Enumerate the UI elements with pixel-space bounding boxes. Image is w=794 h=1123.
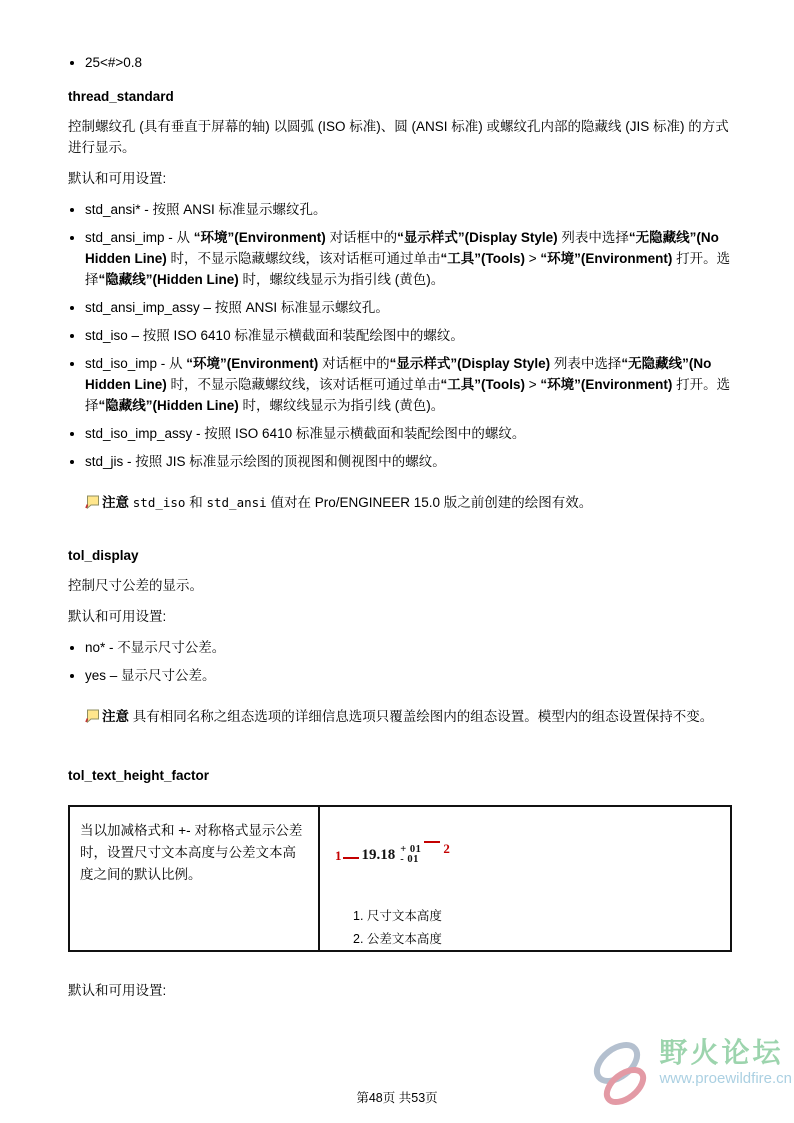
note-block [85,492,736,515]
tolerance-lower: - 01 [400,854,419,865]
tol-table [68,805,732,952]
watermark-text [659,1036,792,1088]
dimension-value: 19.18 [361,847,396,863]
table-cell-description: 当以加减格式和 +- 对称格式显示公差时，设置尺寸文本高度与公差文本高度之间的默认比例。 [70,807,320,950]
figure-callout-2: 2 [443,840,450,856]
note-label: 注意 [102,495,129,510]
list-item: • std_ansi* - 按照 ANSI 标准显示螺纹孔。 [85,199,736,220]
options-list-thread-standard [68,199,736,472]
note-label: 注意 [102,709,129,724]
figure-callout-1: 1 [335,847,342,863]
section-description: 控制螺纹孔 (具有垂直于屏幕的轴) 以圆弧 (ISO 标准)、圆 (ANSI 标准) 或螺纹孔内部的隐藏线 (JIS 标准) 的方式进行显示。 [68,119,729,155]
list-item: • std_jis - 按照 JIS 标准显示绘图的顶视图和侧视图中的螺纹。 [85,451,736,472]
list-item: • std_iso – 按照 ISO 6410 标准显示横截面和装配绘图中的螺纹。 [85,325,736,346]
page-number: 第48页 共53页 [356,1091,438,1105]
callout-bracket-icon [424,841,440,855]
list-item: • std_ansi_imp - 从 “环境”(Environment) 对话框中的“显示样式”(Display Style) 列表中选择“无隐藏线”(No Hidden Line) 时，不显示隐藏螺纹线，该对话框可通过单击“工具”(Tools) > “环境”(Environment) 打开。选择“隐藏线”(Hidden Line) 时，螺纹线显示为指引线 (黄色)。 [85,227,736,290]
watermark-url: www.proewildfire.cn [659,1070,792,1087]
note-icon [85,494,100,515]
options-list-tol-display [68,637,736,686]
list-item: • yes – 显示尺寸公差。 [85,665,736,686]
wildfire-logo-icon [587,1036,657,1118]
watermark [587,1036,792,1118]
list-item: • std_iso_imp_assy - 按照 ISO 6410 标准显示横截面和装配绘图中的螺纹。 [85,423,736,444]
note-block [85,706,736,729]
note-text: 具有相同名称之组态选项的详细信息选项只覆盖绘图内的组态设置。模型内的组态设置保持不变。 [129,709,714,724]
tolerance-dimension-figure [335,840,730,865]
tolerance-upper: + 01 [400,844,422,855]
section-heading-tol-text-height-factor: tol_text_height_factor [68,768,210,783]
list-item: • std_iso_imp - 从 “环境”(Environment) 对话框中的“显示样式”(Display Style) 列表中选择“无隐藏线”(No Hidden Line) 时，不显示隐藏螺纹线，该对话框可通过单击“工具”(Tools) > “环境”(Environment) 打开。选择“隐藏线”(Hidden Line) 时，螺纹线显示为指引线 (黄色)。 [85,353,736,416]
section-heading-thread-standard: thread_standard [68,89,174,104]
note-text: std_iso 和 std_ansi 值对在 Pro/ENGINEER 15.0 版之前创建的绘图有效。 [132,495,593,510]
list-item: • std_ansi_imp_assy – 按照 ANSI 标准显示螺纹孔。 [85,297,736,318]
settings-label: 默认和可用设置: [68,171,167,186]
settings-label: 默认和可用设置: [68,609,167,624]
list-item: • no* - 不显示尺寸公差。 [85,637,736,658]
settings-label: 默认和可用设置: [68,983,167,998]
legend-item: 2. 公差文本高度 [353,931,442,946]
note-icon [85,708,100,729]
legend-item: 1. 尺寸文本高度 [353,909,442,923]
tolerance-stack [400,845,421,865]
section-heading-tol-display: tol_display [68,548,139,563]
section-description: 控制尺寸公差的显示。 [68,578,203,593]
figure-legend [353,905,730,950]
table-cell-figure [320,807,730,950]
callout-bracket-icon [343,845,359,859]
value-list [68,52,736,73]
watermark-title: 野火论坛 [659,1037,784,1068]
list-item: • 25<#>0.8 [85,52,736,73]
